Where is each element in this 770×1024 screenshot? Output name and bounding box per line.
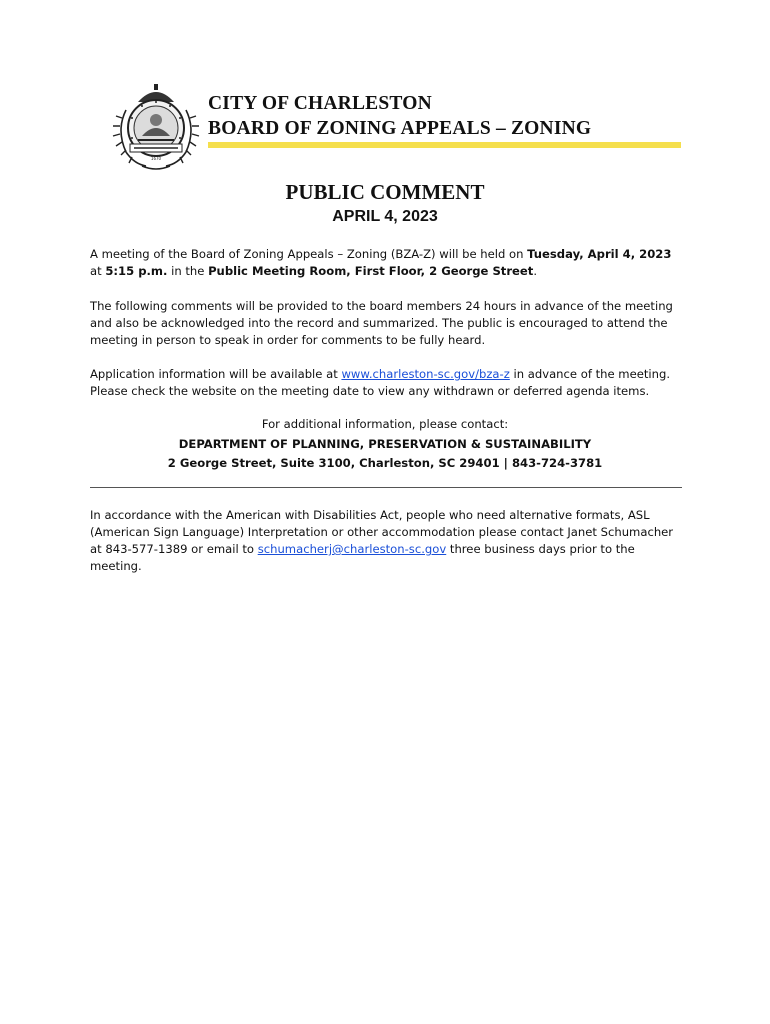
comments-paragraph: The following comments will be provided to the board members 24 hours in advance of the meeting and also be acknowledged into the record and summarized. The public is encouraged to attend the meeting in person to speak in order for comments to be fully heard. xyxy=(90,299,673,347)
email-link[interactable]: schumacherj@charleston-sc.gov xyxy=(257,542,447,556)
org-line-city: CITY OF CHARLESTON xyxy=(208,93,432,114)
section-divider xyxy=(90,487,682,488)
text-run: three business days prior to the meeting. xyxy=(90,542,635,573)
header-title xyxy=(208,91,591,141)
meeting-details-paragraph xyxy=(90,246,680,280)
ada-paragraph xyxy=(90,507,680,575)
department-name: DEPARTMENT OF PLANNING, PRESERVATION & SUSTAINABILITY xyxy=(178,437,592,451)
bza-z-website-link[interactable]: www.charleston-sc.gov/bza-z xyxy=(341,367,510,381)
meeting-location: Public Meeting Room, First Floor, 2 George Street xyxy=(208,264,534,278)
text-run: Application information will be available at xyxy=(90,367,342,381)
org-line-board: BOARD OF ZONING APPEALS – ZONING xyxy=(208,118,592,139)
department-address: 2 George Street, Suite 3100, Charleston, SC 29401 | 843-724-3781 xyxy=(167,456,603,470)
application-info-paragraph xyxy=(90,366,680,400)
contact-intro: For additional information, please contact: xyxy=(261,417,509,431)
notice-title: PUBLIC COMMENT xyxy=(285,180,485,204)
text-run: A meeting of the Board of Zoning Appeals – Zoning (BZA-Z) will be held on xyxy=(90,247,528,261)
text-run: in the xyxy=(167,264,209,278)
text-run: at xyxy=(90,264,106,278)
meeting-time: 5:15 p.m. xyxy=(105,264,168,278)
svg-text:1670: 1670 xyxy=(150,156,162,161)
header-accent-rule xyxy=(208,142,681,148)
city-seal-logo xyxy=(112,80,200,172)
text-run: in advance of the meeting. Please check the website on the meeting date to view any withdrawn or deferred agenda items. xyxy=(90,367,671,398)
meeting-day: Tuesday, April 4, 2023 xyxy=(527,247,672,261)
text-run: In accordance with the American with Disabilities Act, people who need alternative formats, ASL (American Sign Language) Interpretation or other accommodation please contact Janet Schumacher at 843-577-1389 or email to xyxy=(90,508,674,556)
text-run: . xyxy=(533,264,538,278)
meeting-date: APRIL 4, 2023 xyxy=(332,208,438,225)
